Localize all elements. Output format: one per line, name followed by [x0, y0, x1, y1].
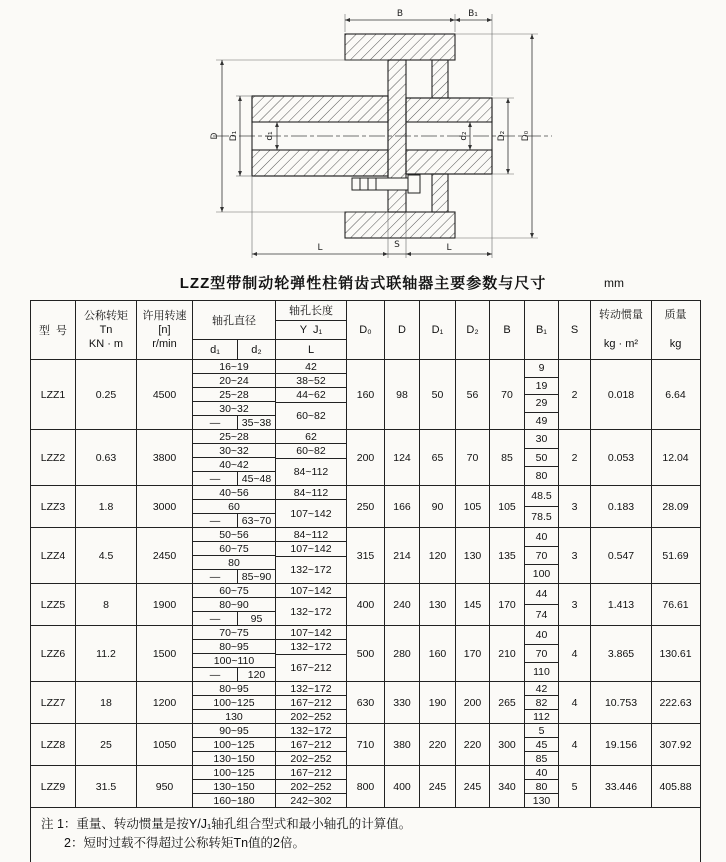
bore-diameter-subrow: 100~125 [193, 695, 275, 709]
header-mass-line1: 质量 [664, 309, 687, 322]
B1-column [524, 584, 558, 625]
D2-cell: 170 [455, 626, 489, 681]
header-B: B [489, 301, 524, 359]
bore-diameter-column [192, 430, 275, 485]
D2-cell: 200 [455, 682, 489, 723]
header-B1: B₁ [524, 301, 558, 359]
D0-cell: 200 [346, 430, 384, 485]
B-cell: 265 [489, 682, 524, 723]
header-torque [75, 301, 136, 359]
dim-label-S: S [394, 240, 400, 250]
S-cell: 3 [558, 486, 590, 527]
inertia-cell: 0.183 [590, 486, 651, 527]
D-cell: 214 [384, 528, 419, 583]
bore-length-cell: 107~142 [276, 499, 346, 527]
D-cell: 98 [384, 360, 419, 429]
header-model [31, 301, 75, 359]
bore-length-column [275, 626, 346, 681]
notes [31, 807, 700, 862]
table-row [31, 765, 700, 807]
torque-cell: 31.5 [75, 766, 136, 807]
unit-label: mm [604, 276, 624, 290]
coupling-cross-section-drawing [0, 4, 726, 270]
bore-length-cell: 84~112 [276, 458, 346, 486]
speed-cell: 1200 [136, 682, 192, 723]
D0-cell: 710 [346, 724, 384, 765]
bore-length-cell: 60~82 [276, 443, 346, 457]
bore-diameter-subrow: 60~75 [193, 541, 275, 555]
B-cell: 170 [489, 584, 524, 625]
D-cell: 166 [384, 486, 419, 527]
speed-cell: 1500 [136, 626, 192, 681]
bore-diameter-subrow: 30~32 [193, 401, 275, 415]
bore-length-column [275, 584, 346, 625]
dim-label-L-left: L [317, 243, 323, 253]
B1-cell: 80 [525, 466, 558, 485]
bore-diameter-column [192, 584, 275, 625]
bore-length-cell: 132~172 [290, 682, 332, 695]
bore-length-cell: 62 [305, 430, 317, 443]
header-bore-length [275, 301, 346, 359]
S-cell: 3 [558, 528, 590, 583]
header-L: L [276, 339, 346, 359]
speed-cell: 1900 [136, 584, 192, 625]
dim-label-D0: D₀ [521, 130, 531, 142]
bore-diameter-subrow: 70~75 [219, 626, 249, 639]
mass-cell: 222.63 [651, 682, 699, 723]
bore-diameter-subrow: 80 [193, 555, 275, 569]
bore-d2-cell: 120 [237, 668, 275, 681]
bore-length-cell: 44~62 [276, 387, 346, 401]
header-S: S [558, 301, 590, 359]
model-cell: LZZ4 [40, 549, 66, 562]
B-cell: 70 [489, 360, 524, 429]
speed-cell: 4500 [136, 360, 192, 429]
D1-cell: 190 [419, 682, 455, 723]
bore-length-cell: 132~172 [276, 597, 346, 625]
B1-cell: 74 [525, 604, 558, 625]
B1-cell: 49 [525, 412, 558, 430]
bore-diameter-subrow [193, 513, 275, 527]
B1-cell: 9 [538, 362, 545, 375]
header-bore-diameter-label: 轴孔直径 [212, 315, 256, 327]
bore-d1-cell: — [209, 570, 221, 583]
B1-cell: 85 [525, 751, 558, 765]
bore-diameter-column [192, 682, 275, 723]
header-D2: D₂ [455, 301, 489, 359]
table-row [31, 527, 700, 583]
inertia-cell: 10.753 [590, 682, 651, 723]
B1-cell: 40 [535, 766, 548, 779]
bore-diameter-column [192, 626, 275, 681]
bore-diameter-column [192, 486, 275, 527]
bore-diameter-subrow [193, 611, 275, 625]
bore-length-cell: 132~172 [276, 639, 346, 653]
bore-length-column [275, 724, 346, 765]
D1-cell: 220 [419, 724, 455, 765]
bore-diameter-subrow: 100~110 [193, 653, 275, 667]
B1-cell: 110 [525, 662, 558, 681]
D1-cell: 50 [419, 360, 455, 429]
B1-cell: 44 [535, 588, 548, 600]
bore-d1-cell: — [209, 514, 221, 527]
bore-diameter-subrow: 130~150 [193, 779, 275, 793]
B1-cell: 29 [525, 394, 558, 412]
S-cell: 4 [558, 724, 590, 765]
B1-column [524, 360, 558, 429]
B-cell: 135 [489, 528, 524, 583]
B1-column [524, 626, 558, 681]
table-row [31, 681, 700, 723]
bore-diameter-column [192, 360, 275, 429]
B-cell: 300 [489, 724, 524, 765]
B1-cell: 40 [535, 628, 548, 641]
bore-diameter-subrow: 80~95 [193, 639, 275, 653]
header-bore-diameter [192, 301, 275, 359]
bore-diameter-subrow: 16~19 [219, 360, 249, 373]
inertia-cell: 0.053 [590, 430, 651, 485]
B1-cell: 70 [525, 644, 558, 663]
bore-length-column [275, 486, 346, 527]
bore-length-column [275, 766, 346, 807]
bore-length-cell: 132~172 [276, 556, 346, 584]
D1-cell: 120 [419, 528, 455, 583]
bore-diameter-subrow: 130~150 [193, 751, 275, 765]
dim-label-L-right: L [446, 243, 452, 253]
B1-cell: 19 [525, 377, 558, 395]
mass-cell: 6.64 [651, 360, 699, 429]
bore-diameter-subrow: 100~125 [213, 766, 255, 779]
S-cell: 4 [558, 626, 590, 681]
B-cell: 210 [489, 626, 524, 681]
D0-cell: 160 [346, 360, 384, 429]
B1-cell: 112 [525, 709, 558, 723]
B1-cell: 50 [525, 448, 558, 467]
D0-cell: 315 [346, 528, 384, 583]
D-cell: 124 [384, 430, 419, 485]
header-D1: D₁ [419, 301, 455, 359]
model-cell: LZZ9 [40, 780, 66, 793]
model-cell: LZZ6 [40, 647, 66, 660]
note-line-1: 注 1：重量、转动惯量是按Y/J₁轴孔组合型式和最小轴孔的计算值。 [41, 817, 412, 831]
torque-cell: 0.63 [75, 430, 136, 485]
B1-column [524, 766, 558, 807]
model-cell: LZZ2 [40, 451, 66, 464]
dim-label-D: D [210, 132, 220, 140]
inertia-cell: 33.446 [590, 766, 651, 807]
D-cell: 280 [384, 626, 419, 681]
bore-d2-cell: 63~70 [237, 514, 275, 527]
header-torque-line1: 公称转矩 [84, 309, 128, 322]
D0-cell: 630 [346, 682, 384, 723]
bore-diameter-subrow: 80~95 [219, 682, 249, 695]
D2-cell: 70 [455, 430, 489, 485]
header-speed [136, 301, 192, 359]
inertia-cell: 0.547 [590, 528, 651, 583]
bore-length-cell: 84~112 [293, 528, 329, 541]
D-cell: 400 [384, 766, 419, 807]
bore-diameter-subrow: 40~56 [219, 486, 249, 499]
B1-cell: 48.5 [531, 490, 552, 502]
table-header [31, 301, 700, 359]
bore-diameter-subrow: 30~32 [193, 443, 275, 457]
D0-cell: 250 [346, 486, 384, 527]
B-cell: 340 [489, 766, 524, 807]
B1-cell: 30 [535, 432, 548, 445]
bore-length-cell: 202~252 [276, 709, 346, 723]
inertia-cell: 0.018 [590, 360, 651, 429]
D2-cell: 130 [455, 528, 489, 583]
B1-cell: 82 [525, 695, 558, 709]
bore-d2-cell: 35~38 [237, 416, 275, 429]
bore-length-cell: 42 [305, 360, 317, 373]
header-mass-line2: kg [669, 338, 682, 351]
bore-diameter-subrow [193, 471, 275, 485]
bore-diameter-subrow: 160~180 [193, 793, 275, 807]
bore-length-column [275, 360, 346, 429]
header-inertia-line2: kg · m² [603, 338, 639, 351]
bore-diameter-subrow: 60~75 [219, 584, 249, 597]
inertia-cell: 1.413 [590, 584, 651, 625]
header-d2: d₂ [237, 340, 275, 359]
bore-diameter-subrow: 80~90 [193, 597, 275, 611]
header-inertia-line1: 转动惯量 [599, 309, 643, 322]
bore-length-cell: 167~212 [276, 737, 346, 751]
header-D: D [384, 301, 419, 359]
bore-d2-cell: 95 [237, 612, 275, 625]
D-cell: 330 [384, 682, 419, 723]
mass-cell: 51.69 [651, 528, 699, 583]
bore-diameter-column [192, 724, 275, 765]
B1-column [524, 724, 558, 765]
D2-cell: 220 [455, 724, 489, 765]
speed-cell: 950 [136, 766, 192, 807]
dim-label-d1: d₁ [265, 131, 275, 141]
bore-length-cell: 167~212 [290, 766, 332, 779]
header-speed-line1: 许用转速 [142, 309, 187, 322]
bore-length-cell: 60~82 [276, 402, 346, 429]
B1-cell: 100 [525, 564, 558, 583]
bore-length-column [275, 682, 346, 723]
B1-cell: 5 [538, 724, 545, 737]
bore-diameter-subrow: 20~24 [193, 373, 275, 387]
B1-column [524, 486, 558, 527]
bore-d2-cell: 85~90 [237, 570, 275, 583]
bore-diameter-subrow: 60 [193, 499, 275, 513]
bore-diameter-subrow [193, 415, 275, 429]
header-torque-line3: KN · m [88, 338, 124, 351]
title-row [0, 272, 726, 294]
torque-cell: 11.2 [75, 626, 136, 681]
model-cell: LZZ3 [40, 500, 66, 513]
mass-cell: 405.88 [651, 766, 699, 807]
torque-cell: 0.25 [75, 360, 136, 429]
bore-length-cell: 107~142 [276, 541, 346, 555]
model-cell: LZZ1 [40, 388, 66, 401]
bore-d1-cell: — [209, 612, 221, 625]
header-D0: D₀ [346, 301, 384, 359]
bore-diameter-column [192, 528, 275, 583]
note-line-2: 2：短时过载不得超过公称转矩Tn值的2倍。 [64, 835, 305, 850]
table-row [31, 723, 700, 765]
B1-cell: 78.5 [525, 506, 558, 527]
D1-cell: 160 [419, 626, 455, 681]
model-cell: LZZ5 [40, 598, 66, 611]
D1-cell: 65 [419, 430, 455, 485]
table-row [31, 359, 700, 429]
S-cell: 4 [558, 682, 590, 723]
D1-cell: 130 [419, 584, 455, 625]
bore-length-column [275, 528, 346, 583]
header-d1: d₁ [210, 343, 220, 356]
S-cell: 5 [558, 766, 590, 807]
D1-cell: 90 [419, 486, 455, 527]
mass-cell: 28.09 [651, 486, 699, 527]
bore-diameter-subrow: 25~28 [219, 430, 249, 443]
bore-length-cell: 132~172 [290, 724, 332, 737]
dim-label-D1: D₁ [229, 130, 239, 142]
bore-diameter-subrow: 40~42 [193, 457, 275, 471]
bore-d1-cell: — [209, 472, 221, 485]
D2-cell: 105 [455, 486, 489, 527]
S-cell: 2 [558, 360, 590, 429]
bore-length-cell: 107~142 [290, 584, 332, 597]
dim-label-B1: B₁ [468, 9, 478, 19]
table-body [31, 359, 700, 807]
bore-length-cell: 38~52 [276, 373, 346, 387]
header-mass [651, 301, 699, 359]
bore-d2-cell: 45~48 [237, 472, 275, 485]
D-cell: 240 [384, 584, 419, 625]
header-speed-line3: r/min [152, 338, 177, 351]
model-cell: LZZ8 [40, 738, 66, 751]
B1-column [524, 528, 558, 583]
B1-column [524, 430, 558, 485]
bore-diameter-subrow: 25~28 [193, 387, 275, 401]
bore-length-cell: 202~252 [276, 779, 346, 793]
header-bore-length-label: 轴孔长度 [289, 305, 333, 318]
D0-cell: 500 [346, 626, 384, 681]
speed-cell: 1050 [136, 724, 192, 765]
bore-length-cell: 107~142 [290, 626, 332, 639]
bore-diameter-subrow: 100~125 [193, 737, 275, 751]
mass-cell: 307.92 [651, 724, 699, 765]
D2-cell: 245 [455, 766, 489, 807]
bore-diameter-column [192, 766, 275, 807]
bore-d1-cell: — [209, 668, 221, 681]
table-row [31, 625, 700, 681]
inertia-cell: 19.156 [590, 724, 651, 765]
S-cell: 3 [558, 584, 590, 625]
parameter-table [30, 300, 701, 862]
bore-diameter-subrow: 50~56 [219, 528, 249, 541]
speed-cell: 2450 [136, 528, 192, 583]
bore-diameter-subrow: 90~95 [219, 724, 249, 737]
header-speed-line2: [n] [158, 323, 171, 336]
D2-cell: 56 [455, 360, 489, 429]
B1-column [524, 682, 558, 723]
bore-length-cell: 202~252 [276, 751, 346, 765]
B1-cell: 80 [525, 779, 558, 793]
header-torque-line2: Tn [99, 323, 113, 336]
bore-d1-cell: — [209, 416, 221, 429]
inertia-cell: 3.865 [590, 626, 651, 681]
header-yj1: Y J₁ [276, 320, 346, 340]
dim-label-d2: d₂ [459, 131, 469, 141]
B-cell: 85 [489, 430, 524, 485]
B1-cell: 70 [525, 546, 558, 565]
pin-bolt-detail [352, 175, 420, 193]
model-cell: LZZ7 [40, 696, 66, 709]
torque-cell: 4.5 [75, 528, 136, 583]
dim-label-D2: D₂ [497, 130, 507, 142]
bore-length-cell: 84~112 [293, 486, 329, 499]
B-cell: 105 [489, 486, 524, 527]
B1-cell: 42 [535, 682, 548, 695]
D0-cell: 800 [346, 766, 384, 807]
D-cell: 380 [384, 724, 419, 765]
D1-cell: 245 [419, 766, 455, 807]
S-cell: 2 [558, 430, 590, 485]
mass-cell: 76.61 [651, 584, 699, 625]
torque-cell: 1.8 [75, 486, 136, 527]
speed-cell: 3800 [136, 430, 192, 485]
bore-length-column [275, 430, 346, 485]
B1-cell: 45 [525, 737, 558, 751]
B1-cell: 130 [525, 793, 558, 807]
B1-cell: 40 [535, 530, 548, 543]
bore-diameter-subrow [193, 667, 275, 681]
page-title: LZZ型带制动轮弹性柱销齿式联轴器主要参数与尺寸 [179, 275, 547, 292]
header-model-label: 型 号 [38, 325, 68, 337]
D0-cell: 400 [346, 584, 384, 625]
torque-cell: 25 [75, 724, 136, 765]
table-row [31, 429, 700, 485]
torque-cell: 8 [75, 584, 136, 625]
bore-diameter-subrow: 130 [193, 709, 275, 723]
bore-diameter-subrow [193, 569, 275, 583]
torque-cell: 18 [75, 682, 136, 723]
bore-length-cell: 167~212 [276, 654, 346, 682]
mass-cell: 12.04 [651, 430, 699, 485]
bore-length-cell: 242~302 [276, 793, 346, 807]
header-inertia [590, 301, 651, 359]
D2-cell: 145 [455, 584, 489, 625]
speed-cell: 3000 [136, 486, 192, 527]
bore-length-cell: 167~212 [276, 695, 346, 709]
mass-cell: 130.61 [651, 626, 699, 681]
table-row [31, 485, 700, 527]
dim-label-B: B [396, 9, 404, 19]
table-row [31, 583, 700, 625]
